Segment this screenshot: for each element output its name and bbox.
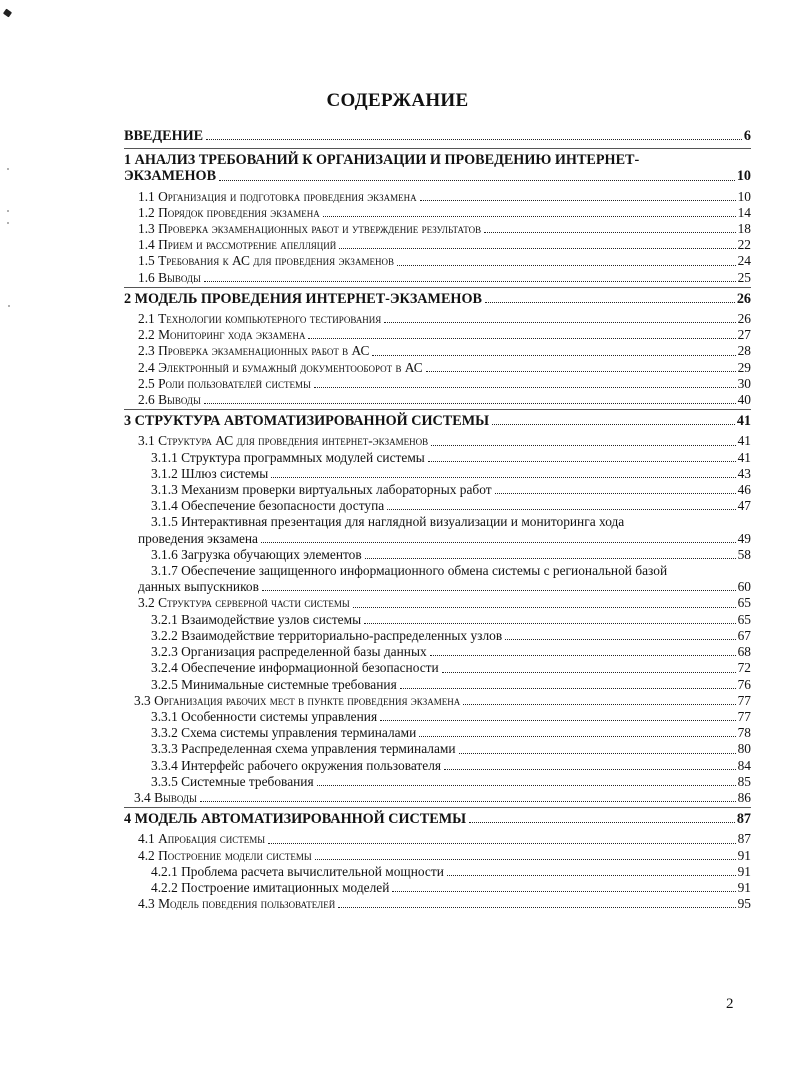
toc-entry-title: 4 МОДЕЛЬ АВТОМАТИЗИРОВАННОЙ СИСТЕМЫ bbox=[124, 811, 467, 828]
section-separator bbox=[124, 287, 751, 288]
toc-entry-title: 3.4 Выводы bbox=[134, 789, 197, 805]
toc-page-number: 86 bbox=[737, 789, 751, 805]
toc-entry[interactable] bbox=[124, 811, 751, 827]
toc-page-number: 25 bbox=[737, 269, 751, 285]
toc-entry-title: 3.1 Структура АС для проведения интернет-экзаменов bbox=[138, 433, 429, 449]
toc-entry-title: 2.3 Проверка экзаменационных работ в АС bbox=[138, 343, 370, 359]
toc-page-number: 80 bbox=[737, 741, 751, 757]
toc-entry[interactable] bbox=[124, 433, 751, 449]
toc-entry-title: 3.3.2 Схема системы управления терминалами bbox=[151, 725, 417, 741]
toc-page-number: 84 bbox=[737, 757, 751, 773]
scan-artifact bbox=[8, 305, 10, 307]
toc-page-number: 95 bbox=[737, 896, 751, 912]
toc-entry[interactable] bbox=[124, 376, 751, 392]
dot-leader bbox=[492, 424, 735, 425]
toc-page-number: 43 bbox=[737, 465, 751, 481]
dot-leader bbox=[505, 639, 735, 640]
dot-leader bbox=[442, 672, 736, 673]
toc-page-number: 65 bbox=[737, 595, 751, 611]
dot-leader bbox=[204, 281, 736, 282]
dot-leader bbox=[268, 843, 735, 844]
toc-entry[interactable] bbox=[124, 327, 751, 343]
toc-entry[interactable] bbox=[124, 693, 751, 709]
dot-leader bbox=[200, 801, 736, 802]
toc-entry-title: 4.2.1 Проблема расчета вычислительной мощности bbox=[151, 863, 444, 879]
toc-page-number: 65 bbox=[737, 611, 751, 627]
toc-entry[interactable] bbox=[124, 482, 751, 498]
dot-leader bbox=[430, 655, 736, 656]
scan-artifact bbox=[3, 9, 12, 18]
toc-entry[interactable] bbox=[124, 413, 751, 429]
dot-leader bbox=[387, 509, 735, 510]
dot-leader bbox=[484, 232, 735, 233]
toc-entry-title: 3.1.1 Структура программных модулей системы bbox=[151, 449, 425, 465]
toc-entry-title: 1.5 Требования к АС для проведения экзаменов bbox=[138, 253, 394, 269]
toc-page-number: 78 bbox=[737, 725, 751, 741]
section-separator bbox=[124, 807, 751, 808]
toc-entry-title: 3.1.6 Загрузка обучающих элементов bbox=[151, 546, 362, 562]
toc-page-number: 6 bbox=[743, 128, 751, 144]
dot-leader bbox=[271, 477, 735, 478]
toc-page-number: 14 bbox=[737, 204, 751, 220]
toc-entry-title: 2.5 Роли пользователей системы bbox=[138, 375, 311, 391]
toc-entry[interactable] bbox=[124, 270, 751, 286]
toc-entry-title: 3.2.3 Организация распределенной базы данных bbox=[151, 644, 427, 660]
toc-entry[interactable] bbox=[124, 466, 751, 482]
toc-page-number: 91 bbox=[737, 847, 751, 863]
dot-leader bbox=[397, 265, 736, 266]
toc-entry-title: 3.2.1 Взаимодействие узлов системы bbox=[151, 611, 362, 627]
toc-entry-title: 3.3.3 Распределенная схема управления терминалами bbox=[151, 741, 456, 757]
toc-entry-title-continued: проведения экзамена bbox=[138, 530, 258, 546]
toc-page-number: 60 bbox=[737, 579, 751, 595]
toc-entry-title: 3.2.5 Минимальные системные требования bbox=[151, 676, 397, 692]
dot-leader bbox=[364, 623, 736, 624]
toc-page-number: 91 bbox=[737, 879, 751, 895]
toc-page-number: 26 bbox=[737, 311, 751, 327]
toc-entry-title: 2.1 Технологии компьютерного тестирования bbox=[138, 311, 382, 327]
dot-leader bbox=[447, 875, 736, 876]
toc-page-number: 10 bbox=[737, 188, 751, 204]
toc-entry-title: 2.4 Электронный и бумажный документооборот в АС bbox=[138, 359, 423, 375]
dot-leader bbox=[400, 688, 736, 689]
toc-entry-title: 4.2.2 Построение имитационных моделей bbox=[151, 879, 390, 895]
dot-leader bbox=[308, 338, 735, 339]
dot-leader bbox=[323, 216, 736, 217]
toc-title: СОДЕРЖАНИЕ bbox=[326, 90, 469, 111]
toc-page-number: 27 bbox=[737, 327, 751, 343]
dot-leader bbox=[392, 891, 735, 892]
toc-entry-title: 3.1.7 Обеспечение защищенного информационного обмена системы с региональной базой bbox=[151, 563, 668, 579]
toc-entry-title: 1.2 Порядок проведения экзамена bbox=[138, 204, 320, 220]
toc-entry[interactable] bbox=[124, 237, 751, 253]
toc-entry[interactable] bbox=[124, 644, 751, 660]
toc-page-number: 26 bbox=[736, 290, 751, 307]
toc-entry[interactable] bbox=[124, 291, 751, 307]
toc-entry-title: 3.2.2 Взаимодействие территориально-распределенных узлов bbox=[151, 627, 503, 643]
toc-entry[interactable] bbox=[124, 612, 751, 628]
toc-page-number: 41 bbox=[737, 433, 751, 449]
toc-entry[interactable] bbox=[124, 677, 751, 693]
toc-entry-title: 3.3.1 Особенности системы управления bbox=[151, 708, 378, 724]
toc-entry-title: 3.3.5 Системные требования bbox=[151, 773, 314, 789]
toc-page-number: 41 bbox=[737, 449, 751, 465]
dot-leader bbox=[317, 785, 736, 786]
toc-entry[interactable] bbox=[124, 205, 751, 221]
toc-entry[interactable] bbox=[124, 392, 751, 408]
toc-entry[interactable] bbox=[124, 831, 751, 847]
toc-page-number: 77 bbox=[737, 708, 751, 724]
toc-entry-title: 2.6 Выводы bbox=[138, 392, 201, 408]
toc-page-number: 49 bbox=[737, 530, 751, 546]
section-separator bbox=[124, 148, 751, 149]
dot-leader bbox=[372, 355, 735, 356]
dot-leader bbox=[428, 461, 736, 462]
toc-entry-title: 1.1 Организация и подготовка проведения экзамена bbox=[138, 188, 417, 204]
toc-page-number: 47 bbox=[737, 498, 751, 514]
dot-leader bbox=[495, 493, 736, 494]
toc-entry-title: 2.2 Мониторинг хода экзамена bbox=[138, 327, 306, 343]
toc-entry-title: 4.2 Построение модели системы bbox=[138, 847, 312, 863]
toc-entry[interactable] bbox=[124, 758, 751, 774]
toc-entry[interactable] bbox=[124, 189, 751, 205]
toc-entry[interactable] bbox=[124, 896, 751, 912]
dot-leader bbox=[469, 822, 735, 823]
toc-entry[interactable] bbox=[124, 774, 751, 790]
toc-entry-title: 3.3 Организация рабочих мест в пункте проведения экзамена bbox=[134, 692, 461, 708]
toc-entry[interactable] bbox=[124, 152, 751, 184]
dot-leader bbox=[206, 139, 742, 140]
toc-entry[interactable] bbox=[124, 563, 751, 595]
toc-entry[interactable] bbox=[124, 253, 751, 269]
dot-leader bbox=[262, 590, 736, 591]
toc-entry[interactable] bbox=[124, 725, 751, 741]
toc-page-number: 72 bbox=[737, 660, 751, 676]
toc-page-number: 46 bbox=[737, 482, 751, 498]
dot-leader bbox=[219, 180, 735, 181]
toc-page-number: 87 bbox=[737, 831, 751, 847]
dot-leader bbox=[463, 704, 735, 705]
dot-leader bbox=[459, 753, 736, 754]
toc-entry-title: 3.1.5 Интерактивная презентация для наглядной визуализации и мониторинга хода bbox=[151, 514, 625, 530]
dot-leader bbox=[485, 302, 735, 303]
scan-artifact bbox=[7, 168, 9, 170]
toc-page-number: 30 bbox=[737, 375, 751, 391]
toc-entry-title: 1.3 Проверка экзаменационных работ и утверждение результатов bbox=[138, 221, 482, 237]
toc-entry-title: 3.3.4 Интерфейс рабочего окружения пользователя bbox=[151, 757, 442, 773]
section-separator bbox=[124, 409, 751, 410]
toc-entry[interactable] bbox=[124, 864, 751, 880]
toc-page-number: 22 bbox=[737, 237, 751, 253]
table-of-contents bbox=[124, 128, 751, 912]
toc-entry[interactable] bbox=[124, 709, 751, 725]
toc-entry[interactable] bbox=[124, 514, 751, 546]
dot-leader bbox=[204, 403, 736, 404]
toc-page-number: 87 bbox=[736, 811, 751, 828]
toc-page-number: 85 bbox=[737, 773, 751, 789]
dot-leader bbox=[339, 248, 735, 249]
toc-page-number: 10 bbox=[736, 168, 751, 185]
toc-entry[interactable] bbox=[124, 498, 751, 514]
dot-leader bbox=[315, 859, 736, 860]
dot-leader bbox=[384, 322, 735, 323]
toc-page-number: 41 bbox=[736, 413, 751, 430]
toc-entry-title: 1.6 Выводы bbox=[138, 269, 201, 285]
toc-entry-title: 3.2 Структура серверной части системы bbox=[138, 595, 350, 611]
dot-leader bbox=[380, 720, 735, 721]
scan-artifact bbox=[7, 210, 9, 212]
toc-entry[interactable] bbox=[124, 848, 751, 864]
toc-entry[interactable] bbox=[124, 311, 751, 327]
dot-leader bbox=[431, 445, 735, 446]
toc-entry-title: 3.2.4 Обеспечение информационной безопасности bbox=[151, 660, 439, 676]
dot-leader bbox=[444, 769, 736, 770]
dot-leader bbox=[261, 542, 736, 543]
toc-entry-title: ВВЕДЕНИЕ bbox=[124, 128, 204, 144]
toc-page-number: 76 bbox=[737, 676, 751, 692]
toc-entry[interactable] bbox=[124, 221, 751, 237]
scan-artifact bbox=[7, 222, 9, 224]
toc-entry[interactable] bbox=[124, 547, 751, 563]
toc-entry[interactable] bbox=[124, 660, 751, 676]
toc-page-number: 58 bbox=[737, 546, 751, 562]
page-number: 2 bbox=[726, 996, 734, 1012]
toc-entry-title: 1.4 Прием и рассмотрение апелляций bbox=[138, 237, 337, 253]
toc-entry[interactable] bbox=[124, 343, 751, 359]
dot-leader bbox=[365, 558, 736, 559]
toc-entry-title: 4.3 Модель поведения пользователей bbox=[138, 896, 336, 912]
toc-page-number: 18 bbox=[737, 221, 751, 237]
toc-entry[interactable] bbox=[124, 790, 751, 806]
toc-entry[interactable] bbox=[124, 880, 751, 896]
toc-entry[interactable] bbox=[124, 741, 751, 757]
dot-leader bbox=[419, 736, 735, 737]
toc-entry-title: 1 АНАЛИЗ ТРЕБОВАНИЙ К ОРГАНИЗАЦИИ И ПРОВЕДЕНИЮ ИНТЕРНЕТ- bbox=[124, 152, 640, 169]
toc-entry-title: 3 СТРУКТУРА АВТОМАТИЗИРОВАННОЙ СИСТЕМЫ bbox=[124, 413, 490, 430]
toc-page-number: 40 bbox=[737, 392, 751, 408]
toc-entry[interactable] bbox=[124, 360, 751, 376]
toc-entry-title: 2 МОДЕЛЬ ПРОВЕДЕНИЯ ИНТЕРНЕТ-ЭКЗАМЕНОВ bbox=[124, 290, 482, 307]
toc-page-number: 91 bbox=[737, 863, 751, 879]
dot-leader bbox=[426, 371, 736, 372]
toc-entry-title: 3.1.3 Механизм проверки виртуальных лабораторных работ bbox=[151, 482, 492, 498]
toc-entry-title: 3.1.2 Шлюз системы bbox=[151, 465, 269, 481]
dot-leader bbox=[314, 387, 736, 388]
toc-entry-title: 3.1.4 Обеспечение безопасности доступа bbox=[151, 498, 385, 514]
dot-leader bbox=[338, 907, 735, 908]
toc-entry-title-continued: ЭКЗАМЕНОВ bbox=[124, 168, 217, 185]
dot-leader bbox=[353, 607, 736, 608]
toc-page-number: 28 bbox=[737, 343, 751, 359]
toc-page-number: 77 bbox=[737, 692, 751, 708]
toc-entry[interactable] bbox=[124, 628, 751, 644]
toc-page-number: 68 bbox=[737, 644, 751, 660]
toc-entry-title: 4.1 Апробация системы bbox=[138, 831, 266, 847]
dot-leader bbox=[420, 200, 736, 201]
toc-page-number: 29 bbox=[737, 359, 751, 375]
toc-entry-title-continued: данных выпускников bbox=[138, 579, 259, 595]
toc-page-number: 67 bbox=[737, 627, 751, 643]
toc-entry[interactable] bbox=[124, 595, 751, 611]
toc-entry[interactable] bbox=[124, 128, 751, 144]
toc-entry[interactable] bbox=[124, 450, 751, 466]
toc-page-number: 24 bbox=[737, 253, 751, 269]
